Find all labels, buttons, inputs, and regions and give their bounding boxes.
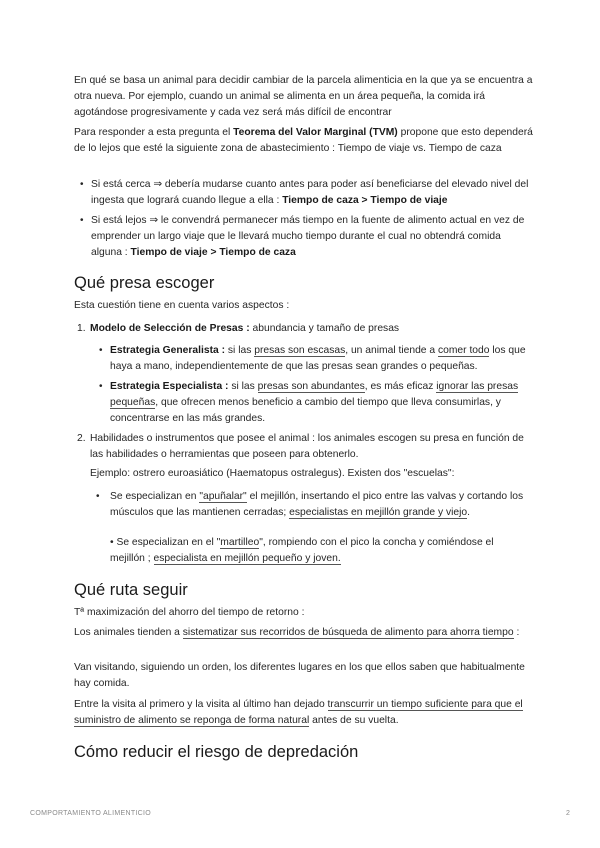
ruta-p3: Van visitando, siguiendo un orden, los diferentes lugares en los que ellos saben que habitualmente hay comida. [74, 662, 525, 689]
list-number: 1. [77, 323, 86, 334]
example-escuela-1: Se especializan en "apuñalar" el mejillón, insertando el pico entre las valvas y cortando los músculos que las mantienen cerradas; especialistas en mejillón grande y viejo. [110, 491, 524, 518]
heading-ruta: Qué ruta seguir [74, 581, 188, 599]
list-item-habilidades: Habilidades o instrumentos que posee el animal : los animales escogen su presa en función de las habilidades o herramientas que poseen para obtenerlo. [90, 433, 524, 460]
tvm-paragraph: Para responder a esta pregunta el Teorema del Valor Marginal (TVM) propone que esto dependerá de lo lejos que esté la siguiente zona de abastecimiento : Tiempo de viaje vs. Tiempo de caza [74, 127, 533, 154]
presa-lead: Esta cuestión tiene en cuenta varios aspectos : [74, 300, 290, 311]
tvm-term: Teorema del Valor Marginal (TVM) [233, 127, 398, 138]
heading-riesgo: Cómo reducir el riesgo de depredación [74, 743, 359, 761]
intro-paragraph: En qué se basa un animal para decidir cambiar de la parcela alimenticia en la que ya se encuentra a otra nueva. Por ejemplo, cuando un animal se alimenta en un área pequeña, la comida irá agotándose progresivamente y cada vez será más difícil de encontrar [74, 75, 533, 118]
bullet-dot: • [96, 491, 100, 502]
bullet-dot: • [99, 381, 103, 392]
heading-presa: Qué presa escoger [74, 274, 215, 292]
bullet-far: Si está lejos ⇒ le convendrá permanecer más tiempo en la fuente de alimento actual en vez de emprender un largo viaje que le llevará mucho tiempo durante el cual no obtendrá comida alguna : Tiempo de viaje > Tiempo de caza [91, 215, 525, 258]
sub-item-generalista: Estrategia Generalista : si las presas son escasas, un animal tiende a comer todo los que haya a mano, independientemente de que las presas sean grandes o pequeñas. [110, 345, 526, 372]
bullet-dot: • [99, 345, 103, 356]
list-item-modelo: Modelo de Selección de Presas : abundancia y tamaño de presas [90, 323, 400, 334]
ruta-p4: Entre la visita al primero y la visita al último han dejado transcurrir un tiempo suficiente para que el suministro de alimento se reponga de forma natural antes de su vuelta. [74, 699, 523, 726]
page-number: 2 [566, 810, 571, 817]
list-number: 2. [77, 433, 86, 444]
sub-item-especialista: Estrategia Especialista : si las presas son abundantes, es más eficaz ignorar las presas pequeñas, que ofrecen menos beneficio a cambio del tiempo que lleva consumirlas, y concentrarse en las más grandes. [110, 381, 519, 424]
ruta-p2: Los animales tienden a sistematizar sus recorridos de búsqueda de alimento para ahorra tiempo : [74, 627, 520, 638]
ruta-p1: Tª maximización del ahorro del tiempo de retorno : [74, 607, 305, 618]
bullet-near: Si está cerca ⇒ debería mudarse cuanto antes para poder así beneficiarse del elevado nivel del ingesta que logrará cuando llegue a ella : Tiempo de caza > Tiempo de viaje [91, 179, 529, 206]
bullet-dot: • [80, 179, 84, 190]
bullet-dot: • [80, 215, 84, 226]
example-escuela-2: • Se especializan en el "martilleo", rompiendo con el pico la concha y comiéndose el mejillón ; especialista en mejillón pequeño y joven. [110, 537, 494, 564]
example-line: Ejemplo: ostrero euroasiático (Haematopus ostralegus). Existen dos "escuelas": [90, 468, 455, 479]
footer-title: COMPORTAMIENTO ALIMENTICIO [30, 810, 151, 817]
